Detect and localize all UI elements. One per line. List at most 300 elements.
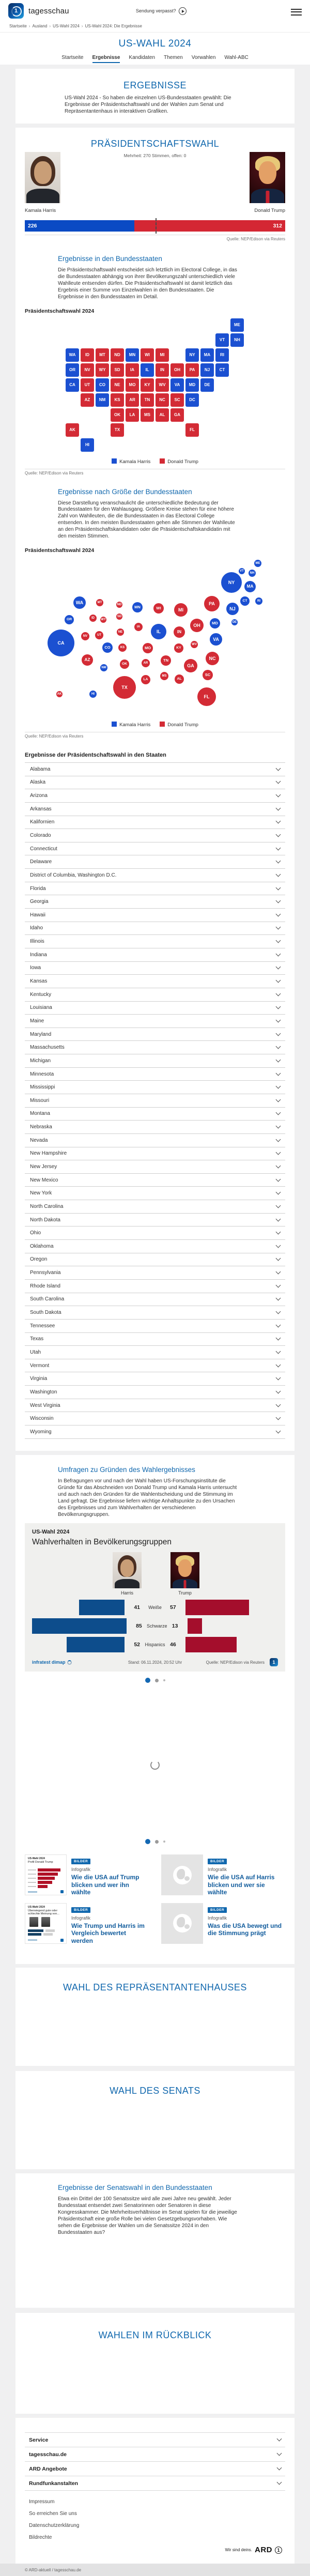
teaser-body [208, 1903, 285, 1945]
state-tile-NV[interactable]: NV [81, 363, 94, 377]
breadcrumb-separator-icon: › [81, 24, 83, 28]
accordion-row-state[interactable] [25, 1412, 285, 1425]
chevron-down-icon [276, 858, 281, 864]
state-bubble-AR[interactable]: AR [142, 659, 150, 667]
footer-accordion-row[interactable] [25, 2447, 285, 2461]
carousel-dot[interactable] [163, 1679, 165, 1681]
tab-startseite[interactable]: Startseite [61, 55, 84, 60]
state-tile-CO[interactable]: CO [96, 378, 109, 392]
state-bubble-MD[interactable]: MD [210, 618, 220, 628]
state-tile-TN[interactable]: TN [141, 393, 154, 407]
state-tile-DC[interactable]: DC [185, 393, 199, 407]
state-bubble-NC[interactable]: NC [206, 652, 219, 665]
state-name-label: Louisiana [30, 1005, 52, 1011]
accordion-row-state[interactable] [25, 1239, 285, 1253]
demo-row-schwarze [32, 1618, 278, 1634]
accordion-row-state[interactable] [25, 1001, 285, 1015]
electoral-vote-bar [25, 220, 285, 232]
carousel-dot[interactable] [163, 1841, 165, 1843]
state-tile-NE[interactable]: NE [111, 378, 124, 392]
retrospect-section [16, 2313, 295, 2414]
state-bubble-OR[interactable]: OR [65, 615, 74, 624]
accordion-row-state[interactable] [25, 1014, 285, 1028]
accordion-row-state[interactable] [25, 1133, 285, 1147]
accordion-row-state[interactable] [25, 1253, 285, 1266]
accordion-row-state[interactable] [25, 988, 285, 1001]
state-bubble-SD[interactable]: SD [116, 614, 122, 620]
state-tile-UT[interactable]: UT [81, 378, 94, 392]
ard-tagline: Wir sind deins. [225, 2548, 252, 2552]
state-bubble-SC[interactable]: SC [203, 670, 213, 680]
state-tile-MS[interactable]: MS [141, 408, 154, 422]
state-name-label: Nevada [30, 1137, 48, 1143]
teaser-grid [25, 1854, 285, 1944]
accordion-row-state[interactable] [25, 1425, 285, 1438]
state-bubble-OK[interactable]: OK [120, 660, 129, 669]
brand-wordmark[interactable]: tagesschau [28, 6, 69, 16]
state-bubble-NE[interactable]: NE [117, 628, 124, 636]
state-name-label: Montana [30, 1111, 50, 1117]
state-tile-FL[interactable]: FL [185, 423, 199, 437]
state-name-label: Oklahoma [30, 1243, 54, 1249]
thumb-bar-label [28, 1878, 36, 1879]
state-tile-NY[interactable]: NY [185, 348, 199, 362]
state-tile-NM[interactable]: NM [96, 393, 109, 407]
accordion-row-state[interactable] [25, 961, 285, 975]
accordion-row-state[interactable] [25, 1147, 285, 1160]
state-tile-NH[interactable]: NH [230, 333, 244, 347]
accordion-row-state[interactable] [25, 1306, 285, 1319]
state-bubble-MO[interactable]: MO [143, 643, 153, 653]
state-tile-RI[interactable]: RI [215, 348, 229, 362]
source-note: Quelle: NEP/Edison via Reuters [25, 470, 84, 476]
state-tile-CA[interactable]: CA [66, 378, 79, 392]
accordion-row-state[interactable] [25, 1385, 285, 1399]
state-bubble-WV[interactable]: WV [191, 641, 198, 648]
state-tile-TX[interactable]: TX [111, 423, 124, 437]
accordion-row-state[interactable] [25, 1332, 285, 1346]
state-tile-AL[interactable]: AL [156, 408, 169, 422]
accordion-row-state[interactable] [25, 1293, 285, 1306]
state-bubble-CT[interactable]: CT [240, 596, 250, 606]
state-bubble-GA[interactable]: GA [184, 659, 197, 672]
state-tile-KY[interactable]: KY [141, 378, 154, 392]
state-bubble-VT[interactable]: VT [239, 568, 245, 574]
breadcrumb-separator-icon: › [28, 24, 30, 28]
footer-link[interactable]: Impressum [29, 2499, 55, 2505]
teaser-card[interactable] [161, 1903, 285, 1945]
state-bubble-NV[interactable]: NV [81, 632, 89, 640]
state-tile-AZ[interactable]: AZ [81, 393, 94, 407]
chevron-down-icon [276, 819, 281, 824]
state-bubble-CO[interactable]: CO [102, 642, 113, 653]
state-tile-WY[interactable]: WY [96, 363, 109, 377]
state-tile-SC[interactable]: SC [171, 393, 184, 407]
thumb-bar-row [28, 1868, 64, 1872]
trump-name: Donald Trump [254, 208, 285, 213]
state-tile-IL[interactable]: IL [141, 363, 154, 377]
state-bubble-NY[interactable]: NY [221, 572, 242, 593]
state-name-label: Virginia [30, 1376, 48, 1382]
state-tile-MA[interactable]: MA [200, 348, 214, 362]
state-bubble-WA[interactable]: WA [73, 596, 86, 609]
teaser-title[interactable]: Was die USA bewegt und die Stimmung prägt [208, 1922, 282, 1937]
chevron-down-icon [276, 871, 281, 877]
tab-wahl-abc[interactable]: Wahl-ABC [224, 55, 249, 60]
thumb-title: Überwiegend gute oder schlechte Meinung von... [28, 1909, 59, 1916]
state-name-label: Mississippi [30, 1084, 55, 1091]
state-tile-GA[interactable]: GA [171, 408, 184, 422]
accordion-row-state[interactable] [25, 1067, 285, 1081]
state-tile-OK[interactable]: OK [111, 408, 124, 422]
chevron-down-icon [276, 1031, 281, 1036]
chevron-down-icon [277, 2465, 282, 2471]
accordion-row-state[interactable] [25, 1173, 285, 1187]
state-name-label: Utah [30, 1349, 41, 1355]
teaser-card[interactable] [161, 1854, 285, 1896]
state-tile-SD[interactable]: SD [111, 363, 124, 377]
chevron-down-icon [276, 1124, 281, 1129]
state-tile-PA[interactable]: PA [185, 363, 199, 377]
state-bubble-PA[interactable]: PA [204, 596, 220, 611]
thumb-bar [38, 1881, 52, 1884]
state-tile-CT[interactable]: CT [215, 363, 229, 377]
thumb-photo [41, 1917, 50, 1927]
state-bubble-IN[interactable]: IN [174, 626, 185, 638]
accordion-row-state[interactable] [25, 1080, 285, 1094]
state-name-label: Wyoming [30, 1429, 52, 1435]
state-bubble-NH[interactable]: NH [249, 570, 256, 577]
state-bubble-KY[interactable]: KY [174, 643, 183, 653]
state-tile-MT[interactable]: MT [96, 348, 109, 362]
state-tile-KS[interactable]: KS [111, 393, 124, 407]
teaser-thumbnail [161, 1854, 203, 1895]
state-tile-IN[interactable]: IN [156, 363, 169, 377]
state-name-label: Wisconsin [30, 1416, 54, 1422]
teaser-title[interactable]: Wie die USA auf Trump blicken und wer ihn wählte [71, 1874, 140, 1896]
footer-link[interactable]: Datenschutzerklärung [29, 2523, 80, 2528]
intro-title: ERGEBNISSE [123, 80, 187, 90]
chevron-down-icon [276, 1137, 281, 1142]
chevron-down-icon [276, 1216, 281, 1221]
chevron-down-icon [276, 1375, 281, 1381]
state-tile-NC[interactable]: NC [156, 393, 169, 407]
states-subheading: Ergebnisse in den Bundesstaaten [58, 255, 162, 263]
accordion-row-state[interactable] [25, 1319, 285, 1332]
state-name-label: Indiana [30, 952, 47, 958]
accordion-row-state[interactable] [25, 789, 285, 802]
thumb-footer [28, 1890, 64, 1893]
chevron-down-icon [276, 1322, 281, 1327]
chevron-down-icon [276, 1203, 281, 1208]
accordion-row-state[interactable] [25, 948, 285, 961]
accordion-row-state[interactable] [25, 1226, 285, 1239]
accordion-row-state[interactable] [25, 934, 285, 948]
breadcrumb-item[interactable]: US-Wahl 2024: Die Ergebnisse [85, 24, 142, 28]
footer-accordion-row[interactable] [25, 2432, 285, 2447]
senate-results-section [16, 2173, 295, 2308]
state-tile-DE[interactable]: DE [200, 378, 214, 392]
state-bubble-OH[interactable]: OH [190, 619, 204, 632]
tagesschau-logo-icon[interactable] [8, 3, 24, 19]
state-bubble-AL[interactable]: AL [175, 674, 184, 684]
accordion-row-state[interactable] [25, 882, 285, 895]
state-tile-ME[interactable]: ME [230, 318, 244, 332]
state-tile-WA[interactable]: WA [66, 348, 79, 362]
accordion-row-state[interactable] [25, 802, 285, 816]
legend-swatch [112, 458, 117, 464]
state-name-label: Alaska [30, 779, 46, 786]
copyright-bar [0, 2564, 310, 2576]
legend-item: Donald Trump [160, 722, 198, 728]
chevron-down-icon [276, 765, 281, 771]
state-name-label: Arizona [30, 793, 48, 799]
accordion-row-state[interactable] [25, 829, 285, 842]
teaser-thumbnail [25, 1854, 67, 1895]
state-name-label: New Jersey [30, 1164, 57, 1170]
accordion-row-state[interactable] [25, 1107, 285, 1121]
state-bubble-NM[interactable]: NM [100, 664, 107, 671]
state-tile-VT[interactable]: VT [215, 333, 229, 347]
accordion-row-state[interactable] [25, 1028, 285, 1041]
trump-value: 46 [170, 1642, 176, 1648]
state-name-label: North Dakota [30, 1217, 60, 1223]
accordion-row-state[interactable] [25, 1040, 285, 1054]
state-bubble-LA[interactable]: LA [141, 675, 150, 684]
teaser-thumbnail [25, 1903, 67, 1944]
breadcrumb-item[interactable]: US-Wahl 2024 [53, 24, 80, 28]
state-bubble-MN[interactable]: MN [132, 602, 143, 612]
thumb-gray-bar [43, 1933, 53, 1936]
intro-text: US-Wahl 2024 - So haben die einzelnen US-Bundesstaaten gewählt: Die Ergebnisse der Präsidentschaftswahl und der Wahlen zum Senat und Repräsentantenhaus in interaktiven Grafiken. [65, 95, 231, 114]
chevron-down-icon [276, 1230, 281, 1235]
accordion-row-state[interactable] [25, 855, 285, 868]
chevron-down-icon [276, 1018, 281, 1023]
state-name-label: South Carolina [30, 1296, 65, 1302]
map-label: Präsidentschaftswahl 2024 [25, 308, 95, 314]
legend-swatch [160, 722, 165, 727]
state-bubble-TX[interactable]: TX [113, 676, 136, 699]
state-bubble-IA[interactable]: IA [134, 623, 143, 631]
state-name-label: Massachusetts [30, 1045, 65, 1051]
footer-accordion-label: tagesschau.de [29, 2451, 67, 2458]
state-bubble-TN[interactable]: TN [161, 655, 171, 666]
state-bubble-VA[interactable]: VA [210, 633, 222, 646]
state-name-label: Pennsylvania [30, 1270, 61, 1276]
carousel-dot-active[interactable] [145, 1839, 150, 1844]
thumb-bar-row [28, 1881, 64, 1884]
state-accordion [25, 762, 285, 1439]
accordion-row-state[interactable] [25, 776, 285, 789]
state-tile-VA[interactable]: VA [171, 378, 184, 392]
tab-vorwahlen[interactable]: Vorwahlen [191, 55, 216, 60]
footer-accordion-row[interactable] [25, 2476, 285, 2490]
state-tile-WV[interactable]: WV [156, 378, 169, 392]
chevron-down-icon [276, 1057, 281, 1062]
accordion-row-state[interactable] [25, 1345, 285, 1359]
state-bubble-RI[interactable]: RI [255, 597, 262, 605]
harris-bar [67, 1637, 125, 1652]
accordion-row-state[interactable] [25, 1186, 285, 1200]
state-tile-OH[interactable]: OH [171, 363, 184, 377]
state-tile-WI[interactable]: WI [141, 348, 154, 362]
state-name-label: Michigan [30, 1057, 51, 1064]
majority-marker [156, 218, 157, 234]
state-tile-ID[interactable]: ID [81, 348, 94, 362]
teaser-kicker: Infografik [208, 1915, 227, 1921]
accordion-row-state[interactable] [25, 1160, 285, 1173]
breadcrumb-item[interactable]: Ausland [32, 24, 48, 28]
teaser-kicker: Infografik [71, 1915, 91, 1921]
chevron-down-icon [277, 2480, 282, 2485]
thumb-bar-label [28, 1886, 36, 1888]
state-bubble-WI[interactable]: WI [153, 603, 164, 614]
chevron-down-icon [276, 1084, 281, 1089]
state-tile-NJ[interactable]: NJ [200, 363, 214, 377]
senate-results-title: Ergebnisse der Senatswahl in den Bundesstaaten [58, 2184, 212, 2191]
footer-link[interactable]: Bildrechte [29, 2535, 52, 2540]
accordion-row-state[interactable] [25, 922, 285, 935]
state-bubble-UT[interactable]: UT [95, 631, 103, 639]
state-tile-AR[interactable]: AR [126, 393, 139, 407]
teaser-title[interactable]: Wie Trump und Harris im Vergleich bewertet werden [71, 1922, 145, 1944]
accordion-row-state[interactable] [25, 1200, 285, 1213]
state-bubble-WY[interactable]: WY [100, 617, 106, 623]
accordion-row-state[interactable] [25, 1399, 285, 1412]
accordion-row-state[interactable] [25, 868, 285, 882]
sendung-verpasst-label: Sendung verpasst? [135, 8, 176, 13]
tab-themen[interactable]: Themen [164, 55, 183, 60]
state-tile-IA[interactable]: IA [126, 363, 139, 377]
accordion-row-state[interactable] [25, 1359, 285, 1372]
accordion-row-state[interactable] [25, 1372, 285, 1385]
carousel-dot[interactable] [155, 1679, 159, 1682]
breadcrumb-item[interactable]: Startseite [9, 24, 27, 28]
state-bubble-FL[interactable]: FL [197, 687, 216, 706]
accordion-row-state[interactable] [25, 1094, 285, 1107]
state-bubble-MT[interactable]: MT [96, 599, 103, 606]
chevron-down-icon [276, 1190, 281, 1195]
state-name-label: Maine [30, 1018, 44, 1024]
chevron-down-icon [276, 1044, 281, 1049]
state-bubble-AZ[interactable]: AZ [82, 654, 93, 666]
umfragen-title: Umfragen zu Gründen des Wahlergebnisses [58, 1466, 195, 1474]
state-bubble-MS[interactable]: MS [160, 672, 168, 680]
state-tile-LA[interactable]: LA [126, 408, 139, 422]
state-tile-MD[interactable]: MD [185, 378, 199, 392]
us-states-map [25, 318, 285, 453]
thumb-bar [38, 1877, 55, 1880]
thumb-compare-row [28, 1929, 64, 1932]
umfragen-section [16, 1455, 295, 1964]
accordion-row-state[interactable] [25, 1279, 285, 1293]
state-name-label: Connecticut [30, 846, 57, 852]
carousel-dots [16, 1678, 295, 1683]
thumb-bar [38, 1868, 60, 1872]
hamburger-menu-icon[interactable] [291, 7, 302, 17]
chevron-down-icon [276, 1243, 281, 1248]
accordion-row-state[interactable] [25, 816, 285, 829]
widget-kicker: US-Wahl 2024 [32, 1529, 70, 1536]
accordion-row-state[interactable] [25, 895, 285, 908]
state-tile-MO[interactable]: MO [126, 378, 139, 392]
state-tile-HI[interactable]: HI [81, 438, 94, 452]
majority-note: Mehrheit: 270 Stimmen, offen: 0 [123, 153, 187, 158]
accordion-row-state[interactable] [25, 908, 285, 922]
accordion-row-state[interactable] [25, 974, 285, 988]
state-bubble-AK[interactable]: AK [56, 691, 63, 697]
teaser-card[interactable] [25, 1854, 149, 1896]
state-bubble-NJ[interactable]: NJ [226, 603, 239, 615]
state-bubble-IL[interactable]: IL [151, 624, 166, 639]
trump-label: Trump [178, 1590, 192, 1596]
source-note: Quelle: NEP/Edison via Reuters [25, 733, 84, 739]
harris-bar [79, 1600, 125, 1615]
carousel-dot-active[interactable] [145, 1678, 150, 1683]
page-title: US-WAHL 2024 [118, 38, 192, 49]
chevron-down-icon [276, 805, 281, 810]
umfragen-text: In Befragungen vor und nach der Wahl haben US-Forschungsinstitute die Gründe für das Abschneiden von Donald Trump und Kamala Harris untersucht und auch nach den Gründen für die Wahlentscheidung und die Stimmung im Land gefragt. Die Ergebnisse liefern wichtige Anhaltspunkte zu den Ursachen des Ergebnisses und zum Wahlverhalten der verschiedenen Bevölkerungsgruppen. [58, 1478, 237, 1517]
trump-ev-segment[interactable]: 312 [134, 220, 285, 232]
tab-kandidaten[interactable]: Kandidaten [129, 55, 156, 60]
thumb-kicker: US-Wahl 2024 [28, 1905, 45, 1909]
thumb-bars [28, 1868, 64, 1889]
accordion-row-state[interactable] [25, 1266, 285, 1279]
state-bubble-MA[interactable]: MA [244, 581, 256, 592]
footer-link[interactable]: So erreichen Sie uns [29, 2511, 77, 2517]
state-bubble-KS[interactable]: KS [118, 643, 127, 652]
state-bubble-ID[interactable]: ID [89, 615, 97, 622]
state-name-label: Kansas [30, 978, 48, 985]
state-tile-ND[interactable]: ND [111, 348, 124, 362]
harris-name: Kamala Harris [25, 208, 56, 213]
state-name-label: Iowa [30, 965, 41, 971]
state-tile-MN[interactable]: MN [126, 348, 139, 362]
accordion-row-state[interactable] [25, 1213, 285, 1226]
sendung-verpasst-link[interactable] [136, 7, 187, 15]
infratest-dimap-logo: infratest dimap [32, 1660, 72, 1665]
thumb-ard-icon [60, 1939, 64, 1942]
state-name-label: Alabama [30, 766, 51, 772]
state-tile-MI[interactable]: MI [156, 348, 169, 362]
footer-accordion-row[interactable] [25, 2461, 285, 2476]
teaser-card[interactable] [25, 1903, 149, 1945]
carousel-dot[interactable] [155, 1840, 159, 1844]
chevron-down-icon [277, 2436, 282, 2442]
tab-ergebnisse[interactable]: Ergebnisse [92, 55, 120, 63]
accordion-row-state[interactable] [25, 842, 285, 855]
accordion-row-state[interactable] [25, 1120, 285, 1133]
harris-ev-segment[interactable]: 226 [25, 220, 134, 232]
accordion-row-state[interactable] [25, 1054, 285, 1067]
state-bubble-ME[interactable]: ME [254, 560, 261, 567]
state-name-label: Colorado [30, 832, 51, 838]
teaser-title[interactable]: Wie die USA auf Harris blicken und wer sie wählte [208, 1874, 275, 1896]
accordion-row-state[interactable] [25, 762, 285, 776]
state-tile-AK[interactable]: AK [66, 423, 79, 437]
state-bubble-CA[interactable]: CA [48, 630, 74, 656]
state-bubble-MI[interactable]: MI [174, 603, 188, 617]
state-bubble-ND[interactable]: ND [116, 602, 122, 608]
chevron-down-icon [276, 911, 281, 916]
state-bubble-HI[interactable]: HI [89, 691, 97, 698]
state-bubble-DE[interactable]: DE [231, 619, 238, 625]
state-tile-OR[interactable]: OR [66, 363, 79, 377]
chevron-down-icon [276, 832, 281, 837]
thumb-ard-icon [60, 1890, 64, 1893]
demographic-bars [32, 1600, 278, 1652]
teaser-body [208, 1854, 285, 1896]
